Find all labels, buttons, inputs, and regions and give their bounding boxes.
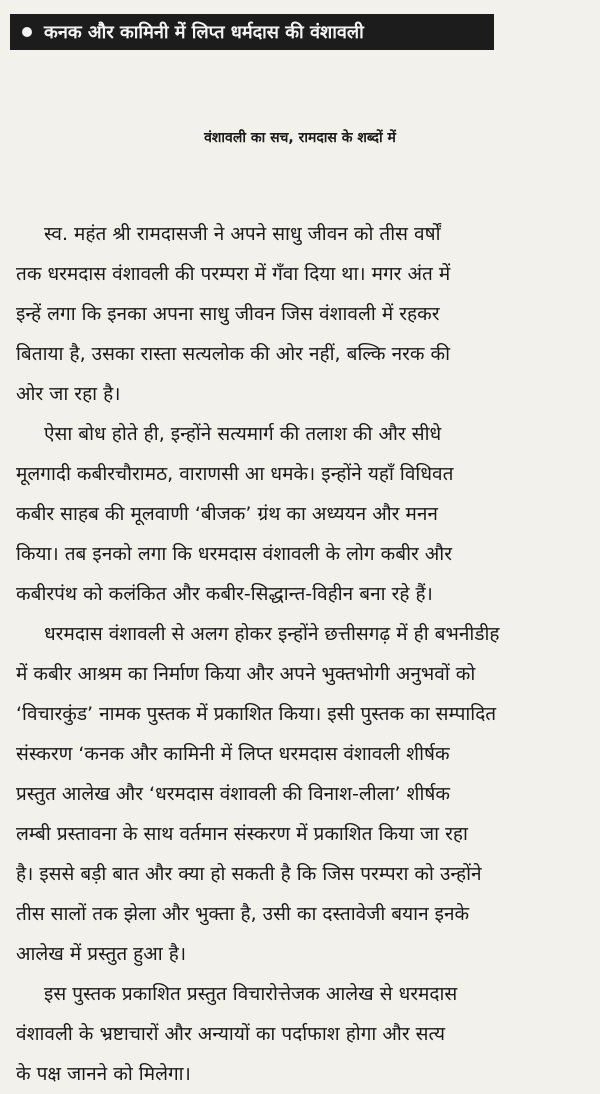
text-line: इन्हें लगा कि इनका अपना साधु जीवन जिस वंशावली में रहकर [16, 303, 440, 325]
paragraph-2 [16, 414, 584, 614]
text-line: ओर जा रहा है। [16, 383, 121, 405]
text-line: है। इससे बड़ी बात और क्या हो सकती है कि जिस परम्परा को उन्होंने [16, 863, 482, 885]
page-title: वंशावली का सच, रामदास के शब्दों में [204, 130, 396, 146]
text-line: वंशावली के भ्रष्टाचारों और अन्यायों का पर्दाफाश होगा और सत्य [16, 1023, 445, 1045]
text-line: किया। तब इनको लगा कि धरमदास वंशावली के लोग कबीर और [16, 543, 453, 565]
text-line: ‘विचारकुंड’ नामक पुस्तक में प्रकाशित किया। इसी पुस्तक का सम्पादित [16, 703, 497, 725]
text-line: धरमदास वंशावली से अलग होकर इन्होंने छत्तीसगढ़ में ही बभनीडीह [44, 623, 500, 645]
text-line: इस पुस्तक प्रकाशित प्रस्तुत विचारोत्तेजक आलेख से धरमदास [44, 983, 458, 1005]
text-line: ऐसा बोध होते ही, इन्होंने सत्यमार्ग की तलाश की और सीधे [44, 423, 442, 445]
text-line: में कबीर आश्रम का निर्माण किया और अपने भुक्तभोगी अनुभवों को [16, 663, 476, 685]
paragraph-1 [16, 214, 584, 414]
paragraph-3 [16, 614, 584, 974]
body-text [16, 214, 584, 1094]
text-line: तीस सालों तक झेला और भुक्ता है, उसी का दस्तावेजी बयान इनके [16, 903, 470, 925]
bullet-icon [22, 27, 32, 37]
banner-text: कनक और कामिनी में लिप्त धर्मदास की वंशावली [44, 22, 364, 43]
text-line: संस्करण ‘कनक और कामिनी में लिप्त धरमदास वंशावली शीर्षक [16, 743, 450, 765]
section-banner [10, 14, 494, 50]
text-line: मूलगादी कबीरचौरामठ, वाराणसी आ धमके। इन्होंने यहाँ विधिवत [16, 463, 454, 485]
text-line: प्रस्तुत आलेख और ‘धरमदास वंशावली की विनाश-लीला’ शीर्षक [16, 783, 450, 805]
text-line: कबीर साहब की मूलवाणी ‘बीजक’ ग्रंथ का अध्ययन और मनन [16, 503, 438, 525]
text-line: तक धरमदास वंशावली की परम्परा में गँवा दिया था। मगर अंत में [16, 263, 451, 285]
text-line: बिताया है, उसका रास्ता सत्यलोक की ओर नहीं, बल्कि नरक की [16, 343, 451, 365]
paragraph-4 [16, 974, 584, 1094]
text-line: लम्बी प्रस्तावना के साथ वर्तमान संस्करण में प्रकाशित किया जा रहा [16, 823, 468, 845]
text-line: स्व. महंत श्री रामदासजी ने अपने साधु जीवन को तीस वर्षों [44, 223, 441, 245]
text-line: कबीरपंथ को कलंकित और कबीर-सिद्धान्त-विहीन बना रहे हैं। [16, 583, 433, 605]
text-line: के पक्ष जानने को मिलेगा। [16, 1063, 191, 1085]
text-line: आलेख में प्रस्तुत हुआ है। [16, 943, 187, 965]
